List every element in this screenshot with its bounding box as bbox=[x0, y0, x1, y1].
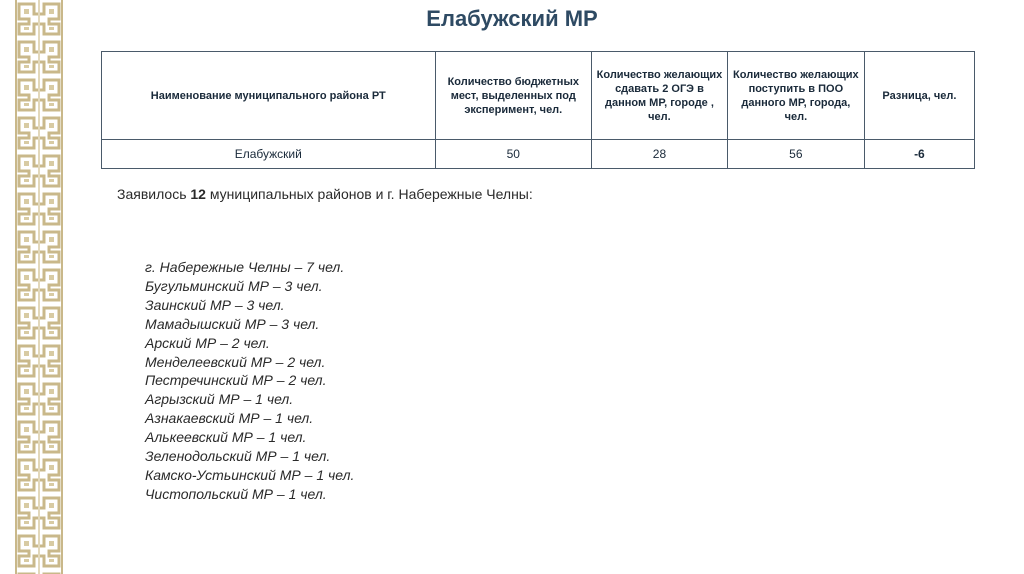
list-item: Пестречинский МР – 2 чел. bbox=[145, 372, 327, 389]
list-item: г. Набережные Челны – 7 чел. bbox=[145, 259, 345, 275]
table-header-row bbox=[102, 52, 975, 140]
header-poo-applicants: Количество желающих поступить в ПОО данного МР, города, чел. bbox=[727, 52, 864, 140]
header-district-name: Наименование муниципального района РТ bbox=[102, 52, 436, 140]
list-item: Алькеевский МР – 1 чел. bbox=[145, 429, 307, 446]
list-item: Менделеевский МР – 2 чел. bbox=[145, 353, 326, 370]
header-budget-places: Количество бюджетных мест, выделенных под эксперимент, чел. bbox=[435, 52, 591, 140]
summary-text bbox=[117, 186, 533, 202]
cell-difference: -6 bbox=[864, 140, 974, 169]
summary-count: 12 bbox=[190, 186, 206, 202]
list-item: Чистопольский МР – 1 чел. bbox=[145, 485, 327, 502]
cell-poo-applicants: 56 bbox=[727, 140, 864, 169]
page-title: Елабужский МР bbox=[426, 6, 598, 31]
summary-suffix: муниципальных районов и г. Набережные Челны: bbox=[205, 186, 533, 202]
list-item: Азнакаевский МР – 1 чел. bbox=[145, 410, 314, 427]
decorative-border-ornament bbox=[14, 0, 64, 574]
header-difference: Разница, чел. bbox=[864, 52, 974, 140]
list-item: Заинский МР – 3 чел. bbox=[145, 296, 285, 313]
district-table bbox=[101, 51, 975, 169]
cell-district: Елабужский bbox=[102, 140, 436, 169]
list-item: Мамадышский МР – 3 чел. bbox=[145, 315, 320, 332]
list-item: Бугульминский МР – 3 чел. bbox=[145, 277, 323, 294]
list-item: Камско-Устьинский МР – 1 чел. bbox=[145, 466, 355, 483]
summary-prefix: Заявилось bbox=[117, 186, 191, 202]
list-item: Агрызский МР – 1 чел. bbox=[145, 391, 294, 408]
cell-oge-applicants: 28 bbox=[592, 140, 728, 169]
header-oge-applicants: Количество желающих сдавать 2 ОГЭ в данном МР, городе , чел. bbox=[592, 52, 728, 140]
cell-budget-places: 50 bbox=[435, 140, 591, 169]
list-item: Арский МР – 2 чел. bbox=[145, 334, 270, 351]
table-row bbox=[102, 140, 975, 169]
district-list bbox=[145, 258, 354, 504]
list-item: Зеленодольский МР – 1 чел. bbox=[145, 448, 331, 465]
